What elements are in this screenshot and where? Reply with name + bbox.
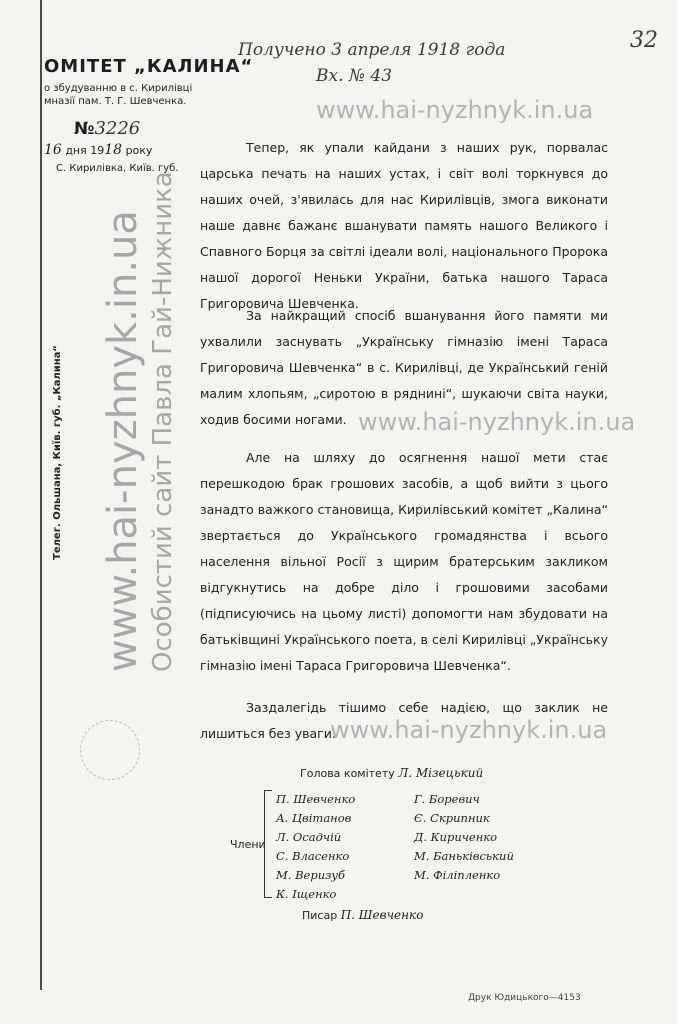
clerk-signature — [302, 908, 423, 922]
date-year: 18 — [104, 142, 123, 158]
handwritten-page-number: 32 — [630, 28, 658, 53]
body-paragraph-1: Тепер, як упали кайдани з наших рук, порвалас царська печать на наших устах, і світ волі торкнувся до наших очей, з'явилась для нас Кирилівців, змога виконати наше давнє бажанє вшанувати память нашого Великого і Спавного Борця за світлі ідеали волі, національного Пророка нашої дорогої Неньки України, батька нашого Тараса Григоровича Шевченка. — [200, 140, 608, 311]
watermark-site-3: www.hai-nyzhnyk.in.ua — [330, 716, 608, 744]
body-paragraph-4: Заздалегідь тішимо себе надією, що заклик не лишиться без уваги. — [200, 700, 608, 741]
member-name: Л. Осадчій — [276, 830, 342, 844]
members-right-column — [414, 790, 514, 885]
chair-name: Л. Мізецький — [398, 766, 484, 780]
members-label: Члени — [230, 838, 266, 851]
member-name: Д. Кириченко — [414, 830, 498, 844]
telegraph-address: Телег. Ольшана, Київ. губ. „Калина“ — [52, 345, 63, 560]
watermark-vertical-site: www.hai-nyzhnyk.in.ua — [100, 210, 146, 672]
member-name: М. Філіпленко — [414, 868, 501, 882]
members-left-column — [276, 790, 355, 904]
member-name: Г. Боревич — [414, 792, 480, 806]
member-name: П. Шевченко — [276, 792, 356, 806]
number-prefix: № — [74, 119, 95, 139]
document-number — [74, 118, 140, 139]
member-name: С. Власенко — [276, 849, 350, 863]
date-mid: дня 19 — [65, 144, 105, 157]
watermark-site-2: www.hai-nyzhnyk.in.ua — [358, 408, 636, 436]
handwritten-received-note: Получено 3 апреля 1918 года — [238, 40, 506, 60]
member-name: А. Цвітанов — [276, 811, 352, 825]
letterhead-place: С. Кирилівка, Київ. губ. — [56, 163, 179, 174]
watermark-vertical-owner: Особистий сайт Павла Гай-Нижника — [148, 171, 178, 672]
letterhead-subtitle-2: мназії пам. Т. Г. Шевченка. — [44, 96, 187, 107]
chair-signature — [300, 766, 483, 780]
member-name: М. Веризуб — [276, 868, 346, 882]
document-date — [44, 142, 152, 158]
printer-imprint: Друк Юдицького—4153 — [468, 993, 581, 1003]
members-brace — [264, 790, 272, 898]
margin-rule — [40, 0, 42, 990]
date-suffix: року — [125, 144, 153, 157]
faded-stamp — [80, 720, 140, 780]
watermark-site-1: www.hai-nyzhnyk.in.ua — [316, 96, 594, 124]
letterhead-title: ОМІТЕТ „КАЛИНА“ — [44, 56, 254, 77]
handwritten-incoming-number: Вх. № 43 — [316, 66, 393, 86]
body-paragraph-2: За найкращий спосіб вшанування його памяти ми ухвалили заснувать „Українську гімназію імені Тараса Григоровича Шевченка“ в с. Кирилівці, де Український геній малим хлопьям, „сиротою в ряднині“, шукаючи світа науки, ходив босими ногами. — [200, 308, 608, 427]
letterhead-subtitle-1: о збудуванню в с. Кирилівці — [44, 83, 193, 94]
clerk-name: П. Шевченко — [340, 908, 424, 922]
member-name: Є. Скрипник — [414, 811, 490, 825]
chair-label: Голова комітету — [300, 767, 395, 780]
number-value: 3226 — [94, 118, 141, 139]
member-name: К. Іщенко — [276, 887, 337, 901]
member-name: М. Баньківський — [414, 849, 514, 863]
date-day: 16 — [44, 142, 62, 158]
clerk-label: Писар — [302, 909, 338, 922]
body-paragraph-3: Але на шляху до осягнення нашої мети стає перешкодою брак грошових засобів, а щоб вийти з цього занадто важкого становища, Кирилівський комітет „Калина“ звертається до Українського громадянства і всього населення вільної Росії з щирим братерським закликом відгукнутись на добре діло і грошовими засобами (підписуючись на цьому листі) допомогти нам збудовати на батьківщині Українського поета, в селі Кирилівці „Українську гімназію імені Тараса Григоровича Шевченка“. — [200, 450, 608, 673]
